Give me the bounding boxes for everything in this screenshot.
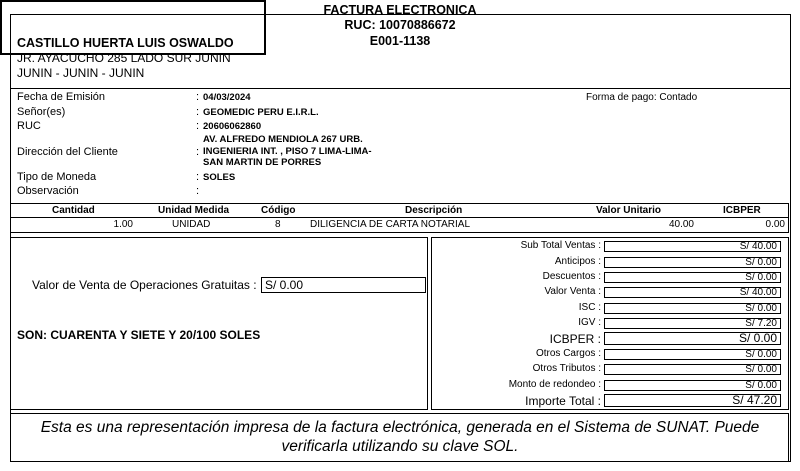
cell-descripcion: DILIGENCIA DE CARTA NOTARIAL [310,219,471,230]
colon: : [196,185,200,197]
total-value: S/ 0.00 [604,332,781,345]
total-label: Otros Tributos : [532,363,601,374]
fecha-label: Fecha de Emisión [17,91,106,103]
cell-codigo: 8 [275,219,281,230]
direccion-line3: SAN MARTIN DE PORRES [203,157,322,168]
document-id-box [0,0,477,55]
items-header-divider [10,217,789,218]
ruc-label: RUC [17,120,41,132]
gratuitas-label: Valor de Venta de Operaciones Gratuitas : [32,278,257,292]
total-label: ISC : [578,302,601,313]
document-number: E001-1138 [369,34,431,48]
moneda-value: SOLES [203,172,236,183]
header-divider [10,88,791,89]
colon: : [196,106,200,118]
total-value: S/ 0.00 [604,380,781,391]
colon: : [196,146,200,158]
gratuitas-value: S/ 0.00 [261,277,426,293]
total-label: Importe Total : [525,394,601,408]
colon: : [196,120,200,132]
header-cantidad: Cantidad [52,205,95,216]
colon: : [196,91,200,103]
document-type: FACTURA ELECTRONICA [323,3,477,17]
total-label: Otros Cargos : [535,348,601,359]
total-value: S/ 0.00 [604,364,781,375]
cell-valor-unitario: 40.00 [668,219,694,230]
total-value: S/ 0.00 [604,272,781,283]
document-ruc: RUC: 10070886672 [344,18,456,32]
total-value: S/ 0.00 [604,303,781,314]
cell-unidad: UNIDAD [172,219,211,230]
issuer-address: JR. AYACUCHO 285 LADO SUR JUNIN [17,51,231,65]
cell-cantidad: 1.00 [113,219,133,230]
header-valor-unitario: Valor Unitario [596,205,662,216]
direccion-label: Dirección del Cliente [17,146,118,158]
total-label: Valor Venta : [544,286,601,297]
total-label: Sub Total Ventas : [520,240,601,251]
direccion-line2: INGENIERIA INT. , PISO 7 LIMA-LIMA- [203,146,372,157]
forma-pago: Forma de pago: Contado [586,92,698,103]
header-icbper: ICBPER [723,205,761,216]
observacion-label: Observación [17,185,79,197]
legal-notice: Esta es una representación impresa de la factura electrónica, generada en el Sistema de SUNAT. Puede verificarla utilizando su clave SOL. [40,419,760,455]
senor-label: Señor(es) [17,106,66,118]
summary-left-box [10,237,428,410]
senor-value: GEOMEDIC PERU E.I.R.L. [203,107,319,118]
ruc-value: 20606062860 [203,121,262,132]
issuer-location: JUNIN - JUNIN - JUNIN [17,66,145,80]
total-value: S/ 7.20 [604,318,781,329]
direccion-line1: AV. ALFREDO MENDIOLA 267 URB. [203,134,363,145]
total-label: Descuentos : [542,271,601,282]
total-label: Monto de redondeo : [508,379,601,390]
header-codigo: Código [261,205,296,216]
total-value: S/ 0.00 [604,349,781,360]
amount-in-words: SON: CUARENTA Y SIETE Y 20/100 SOLES [17,328,261,342]
total-value: S/ 47.20 [604,394,781,407]
header-descripcion: Descripción [405,205,463,216]
issuer-name: CASTILLO HUERTA LUIS OSWALDO [17,36,234,50]
fecha-value: 04/03/2024 [203,92,251,103]
total-label: ICBPER : [549,332,601,346]
total-label: Anticipos : [554,256,601,267]
total-label: IGV : [578,317,601,328]
cell-icbper: 0.00 [765,219,785,230]
total-value: S/ 40.00 [604,287,781,298]
moneda-label: Tipo de Moneda [17,171,97,183]
total-value: S/ 0.00 [604,257,781,268]
colon: : [196,171,200,183]
header-unidad: Unidad Medida [158,205,230,216]
total-value: S/ 40.00 [604,241,781,252]
